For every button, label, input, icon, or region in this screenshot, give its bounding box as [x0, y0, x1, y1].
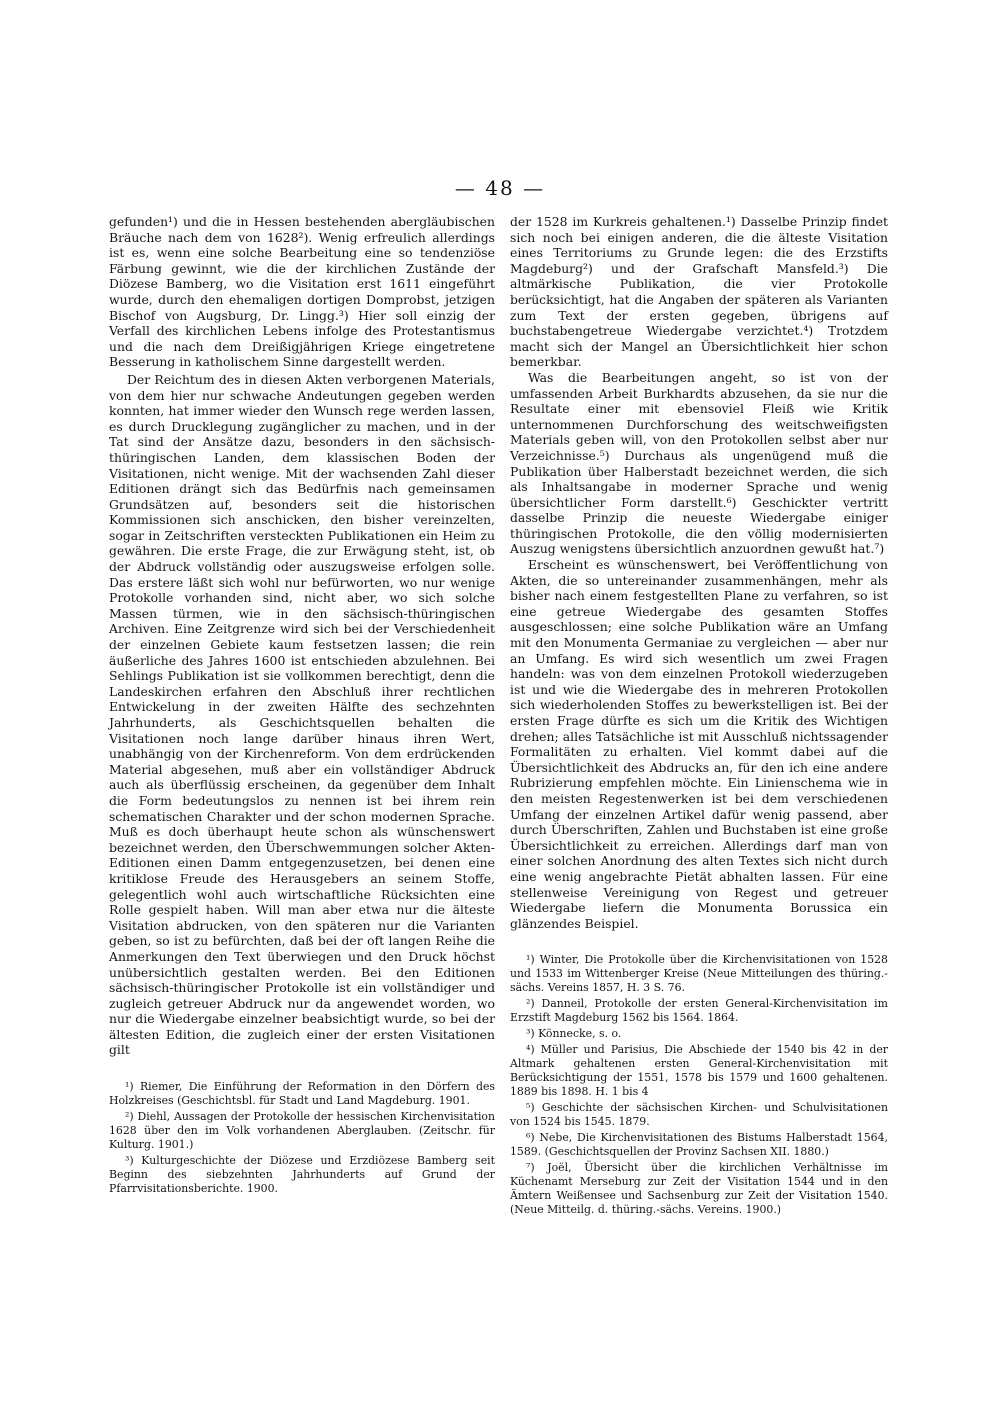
footnote: ³) Kulturgeschichte der Diözese und Erzdiözese Bamberg seit Beginn des siebzehnten Jahrhunderts auf Grund der Pfarrvisitationsberichte. 1900. [109, 1154, 495, 1196]
footnote: ²) Diehl, Aussagen der Protokolle der hessischen Kirchenvisitation 1628 über den im Volk vorhandenen Aberglauben. (Zeitschr. für Kulturg. 1901.) [109, 1110, 495, 1152]
body-paragraph: gefunden¹) und die in Hessen bestehenden abergläubischen Bräuche nach dem von 1628²). Wenig erfreulich allerdings ist es, wenn eine solche Bearbeitung eine so tendenziöse Färbung gewinnt, wie die der kirchlichen Zustände der Diözese Bamberg, wo die Visitation erst 1611 eingeführt wurde, durch den ehemaligen dortigen Domprobst, jetzigen Bischof von Augsburg, Dr. Lingg.³) Hier soll einzig der Verfall des kirchlichen Lebens infolge des Protestantismus und die nach dem Dreißigjährigen Kriege eingetretene Besserung in katholischem Sinne dargestellt werden. [109, 214, 495, 370]
footnote: ³) Könnecke, s. o. [526, 1027, 622, 1041]
footnote: ⁵) Geschichte der sächsischen Kirchen- und Schulvisitationen von 1524 bis 1545. 1879. [510, 1101, 888, 1129]
footnotes-left [109, 1080, 495, 1196]
footnote: ⁷) Joël, Übersicht über die kirchlichen Verhältnisse im Küchenamt Merseburg zur Zeit der Visitation 1544 und in den Ämtern Weißensee und Sachsenburg zur Zeit der Visitation 1540. (Neue Mitteilg. d. thüring.-sächs. Vereins. 1900.) [510, 1161, 888, 1217]
body-paragraph: Was die Bearbeitungen angeht, so ist von der umfassenden Arbeit Burkhardts abzusehen, da sie nur die Resultate einer mit ebensoviel Fleiß wie Kritik unternommenen Durchforschung des weitschweifigsten Materials geben will, von den Protokollen selbst aber nur Verzeichnisse.⁵) Durchaus als ungenügend muß die Publikation über Halberstadt bezeichnet werden, die sich als Inhaltsangabe in moderner Sprache und wenig übersichtlicher Form darstellt.⁶) Geschickter vertritt dasselbe Prinzip die neueste Wiedergabe einiger thüringischen Protokolle, die den völlig modernisierten Auszug wenigstens übersichtlich anzuordnen gewußt hat.⁷) [510, 369, 888, 557]
footnotes-right [510, 953, 888, 1217]
body-paragraph: der 1528 im Kurkreis gehaltenen.¹) Dasselbe Prinzip findet sich noch bei einigen anderen, die die älteste Visitation eines Territoriums zu Grunde legen: die des Erzstifts Magdeburg²) und der Grafschaft Mansfeld.³) Die altmärkische Publikation, die vier Protokolle berücksichtigt, hat die Angaben der späteren als Varianten zum Text der ersten gegeben, übrigens auf buchstabengetreue Wiedergabe verzichtet.⁴) Trotzdem macht sich der Mangel an Übersichtlichkeit hier schon bemerkbar. [510, 214, 888, 370]
left-column [109, 214, 495, 1198]
body-paragraph: Erscheint es wünschenswert, bei Veröffentlichung von Akten, die so untereinander zusammenhängen, mehr als bisher nach einem festgestellten Plane zu verfahren, so ist eine getreue Wiedergabe des gesamten Stoffes ausgeschlossen; eine solche Publikation wäre an Umfang mit den Monumenta Germaniae zu vergleichen — aber nur an Umfang. Es wird sich wesentlich um zwei Fragen handeln: was von dem einzelnen Protokoll wiederzugeben ist und wie die Wiedergabe des in mehreren Protokollen sich wiederholenden Stoffes zu bewerkstelligen ist. Bei der ersten Frage dürfte es sich um die Kritik des Wichtigen drehen; alles Tatsächliche ist mit Ausschluß nichtssagender Formalitäten zu erhalten. Viel kommt dabei auf die Übersichtlichkeit des Abdrucks an, für den ich eine andere Rubrizierung empfehlen möchte. Ein Linienschema wie in den meisten Regestenwerken ist bei dem verschiedenen Umfang der einzelnen Artikel dafür wenig passend, aber durch Überschriften, Zahlen und Buchstaben ist eine große Übersichtlichkeit zu erreichen. Allerdings darf man von einer solchen Anordnung des alten Textes sich nicht durch eine wenig angebrachte Pietät abhalten lassen. Für eine stellenweise Vereinigung von Regest und getreuer Wiedergabe liefern die Monumenta Borussica ein glänzendes Beispiel. [510, 557, 888, 931]
footnote: ¹) Winter, Die Protokolle über die Kirchenvisitationen von 1528 und 1533 im Wittenberger Kreise (Neue Mitteilungen des thüring.-sächs. Vereins 1857, H. 3 S. 76. [510, 953, 888, 995]
footnote: ¹) Riemer, Die Einführung der Reformation in den Dörfern des Holzkreises (Geschichtsbl. für Stadt und Land Magdeburg. 1901. [109, 1080, 495, 1108]
footnote: ²) Danneil, Protokolle der ersten General-Kirchenvisitation im Erzstift Magdeburg 1562 bis 1564. 1864. [510, 997, 888, 1025]
right-column [510, 214, 888, 1219]
page-number: — 48 — [454, 176, 546, 200]
body-paragraph: Der Reichtum des in diesen Akten verborgenen Materials, von dem hier nur schwache Andeutungen gegeben werden konnten, hat immer wieder den Wunsch rege werden lassen, es durch Drucklegung zugänglicher zu machen, und in der Tat sind der Ansätze dazu, besonders in den sächsisch-thüringischen Landen, dem klassischen Boden der Visitationen, nicht wenige. Mit der wachsenden Zahl dieser Editionen drängt sich das Bedürfnis nach gemeinsamen Grundsätzen auf, besonders seit die historischen Kommissionen sich anschicken, den bisher vereinzelten, sogar in Zeitschriften versteckten Publikationen ein Heim zu gewähren. Die erste Frage, die zur Erwägung steht, ist, ob der Abdruck vollständig oder auszugsweise erfolgen solle. Das erstere läßt sich wohl nur befürworten, wo nur wenige Protokolle vorhanden sind, nicht aber, wo sich solche Massen türmen, wie in den sächsisch-thüringischen Archiven. Eine Zeitgrenze wird sich bei der Verschiedenheit der einzelnen Gebiete kaum festsetzen lassen; die rein äußerliche des Jahres 1600 ist entschieden abzulehnen. Bei Sehlings Publikation ist sie vollkommen berechtigt, denn die Landeskirchen erfahren den Abschluß ihrer rechtlichen Entwickelung in der zweiten Hälfte des sechzehnten Jahrhunderts, als Geschichtsquellen behalten die Visitationen noch lange darüber hinaus ihren Wert, unabhängig von der Kirchenreform. Von dem erdrückenden Material abgesehen, muß aber ein vollständiger Abdruck auch als überflüssig erscheinen, da gegenüber dem Inhalt die Form bedeutungslos zu nennen ist bei ihrem rein schematischen Charakter und der schon modernen Sprache. Muß es doch überhaupt heute schon als wünschenswert bezeichnet werden, den Überschwemmungen solcher Akten-Editionen einen Damm entgegenzusetzen, bei denen eine kritiklose Freude des Herausgebers an seinem Stoffe, gelegentlich wohl auch wirtschaftliche Rücksichten eine Rolle gespielt haben. Will man aber etwa nur die älteste Visitation abdrucken, von den späteren nur die Varianten geben, so ist zu befürchten, daß bei der oft langen Reihe die Anmerkungen den Text überwiegen und den Druck höchst unübersichtlich gestalten werden. Bei den Editionen sächsisch-thüringischer Protokolle ist ein vollständiger und zugleich getreuer Abdruck nur da angewendet worden, wo nur die Wiedergabe einzelner beabsichtigt wurde, so bei der ältesten Edition, die zugleich einer der ersten Visitationen gilt [109, 371, 495, 1058]
footnote: ⁶) Nebe, Die Kirchenvisitationen des Bistums Halberstadt 1564, 1589. (Geschichtsquellen der Provinz Sachsen XII. 1880.) [510, 1131, 888, 1159]
footnote: ⁴) Müller und Parisius, Die Abschiede der 1540 bis 42 in der Altmark gehaltenen ersten General-Kirchenvisitation mit Berücksichtigung der 1551, 1578 bis 1579 und 1600 gehaltenen. 1889 bis 1898. H. 1 bis 4 [510, 1043, 888, 1099]
